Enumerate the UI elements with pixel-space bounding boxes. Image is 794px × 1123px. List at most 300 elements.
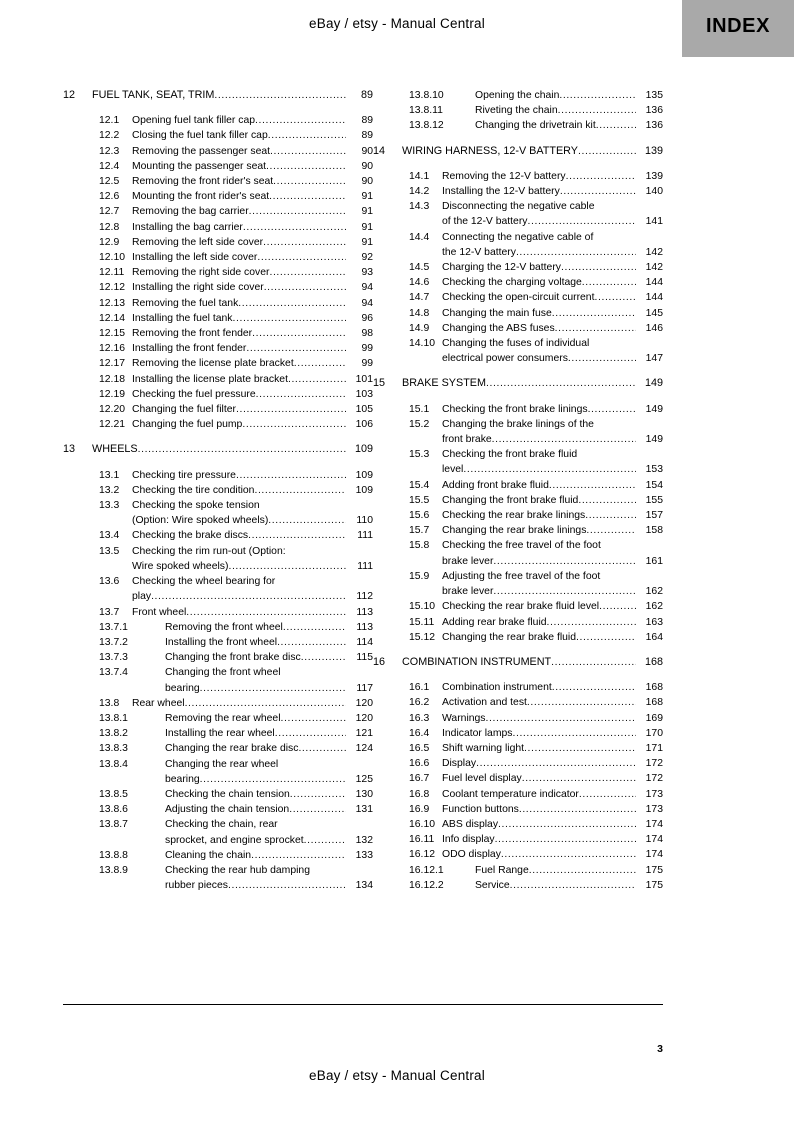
toc-entry-title: Changing the rear brake fluid xyxy=(442,631,577,643)
toc-entry-title: Adjusting the free travel of the foot xyxy=(442,570,601,582)
toc-entry-title-line2: level xyxy=(442,464,464,476)
toc-entry-row[interactable] xyxy=(409,336,663,366)
toc-entry-number: 13.7 xyxy=(99,606,120,618)
toc-entry-body xyxy=(442,230,663,260)
toc-entry-title: Checking the rim run-out (Option: xyxy=(132,545,286,557)
toc-entry-row[interactable] xyxy=(99,235,373,250)
toc-entry-row[interactable] xyxy=(409,88,663,103)
toc-entry-number: 12.4 xyxy=(99,160,120,172)
toc-entry-row[interactable] xyxy=(409,711,663,726)
toc-leader-dots xyxy=(266,159,346,174)
toc-entry-body xyxy=(442,599,663,614)
toc-entry-title: Fuel level display xyxy=(442,773,522,785)
toc-entry-row[interactable] xyxy=(409,184,663,199)
toc-leader-dots xyxy=(559,88,636,103)
toc-entry-row[interactable] xyxy=(99,174,373,189)
toc-leader-dots xyxy=(561,260,636,275)
toc-entry-row[interactable] xyxy=(409,726,663,741)
toc-entry-title: Mounting the passenger seat xyxy=(132,160,267,172)
toc-entry-title-line2: play xyxy=(132,591,152,603)
toc-entry-title: Checking the rear brake linings xyxy=(442,510,586,522)
toc-entry-row[interactable] xyxy=(99,387,373,402)
toc-entry-row[interactable] xyxy=(99,620,373,635)
toc-entry-row[interactable] xyxy=(409,508,663,523)
toc-entry-row[interactable] xyxy=(99,296,373,311)
toc-entry-page-number: 164 xyxy=(645,631,663,643)
toc-leader-dots xyxy=(246,341,346,356)
toc-entry-body xyxy=(132,498,373,528)
toc-entry-number: 15.2 xyxy=(409,418,430,430)
toc-entry-row[interactable] xyxy=(99,250,373,265)
toc-entry-body xyxy=(442,260,663,275)
toc-entry-number: 14.7 xyxy=(409,292,430,304)
toc-entry-row[interactable] xyxy=(409,260,663,275)
toc-leader-dots xyxy=(269,189,346,204)
toc-entry-title: Installing the license plate bracket xyxy=(132,373,288,385)
toc-entry-number: 14.6 xyxy=(409,277,430,289)
toc-entry-row[interactable] xyxy=(99,483,373,498)
toc-entry-title: Removing the passenger seat xyxy=(132,145,271,157)
toc-entry-row[interactable] xyxy=(99,326,373,341)
toc-entry-page-number: 163 xyxy=(645,616,663,628)
toc-entry-title: Checking the wheel bearing for xyxy=(132,576,276,588)
toc-entry-page-number: 144 xyxy=(645,292,663,304)
toc-entry-body xyxy=(442,756,663,771)
toc-entry-title: Installing the right side cover xyxy=(132,282,264,294)
toc-entry-title: Checking the free travel of the foot xyxy=(442,540,601,552)
toc-entry-number: 16.1 xyxy=(409,682,430,694)
toc-entry-row[interactable] xyxy=(409,878,663,893)
toc-leader-dots xyxy=(524,741,636,756)
toc-entry-row[interactable] xyxy=(99,635,373,650)
toc-entry-row[interactable] xyxy=(409,680,663,695)
toc-entry-row[interactable] xyxy=(409,478,663,493)
toc-entry-page-number: 161 xyxy=(645,555,663,567)
toc-entry-number: 12.19 xyxy=(99,388,126,400)
toc-entry-title: Changing the main fuse xyxy=(442,307,552,319)
toc-entry-row[interactable] xyxy=(99,189,373,204)
toc-entry-page-number: 89 xyxy=(360,89,373,101)
toc-entry-row[interactable] xyxy=(409,306,663,321)
toc-entry-row[interactable] xyxy=(99,372,373,387)
toc-entry-row[interactable] xyxy=(99,665,373,695)
toc-entry-row[interactable] xyxy=(99,574,373,604)
toc-entry-body xyxy=(149,726,373,741)
toc-entry-title: Checking tire pressure xyxy=(132,469,236,481)
toc-entry-title-line2: the 12-V battery xyxy=(442,246,516,258)
toc-entry-number: 12.17 xyxy=(99,358,126,370)
toc-entry-number: 12.18 xyxy=(99,373,126,385)
toc-entry-body xyxy=(442,169,663,184)
toc-leader-dots xyxy=(238,296,346,311)
toc-entry-row[interactable] xyxy=(409,321,663,336)
toc-leader-dots xyxy=(264,280,346,295)
toc-entry-title: Checking the rear brake fluid level xyxy=(442,601,600,613)
toc-entry-body xyxy=(459,88,663,103)
toc-entry-body xyxy=(132,280,373,295)
toc-entry-number: 13.8.3 xyxy=(99,743,128,755)
toc-entry-title: Changing the fuel filter xyxy=(132,404,236,416)
toc-leader-dots xyxy=(555,321,636,336)
toc-leader-dots xyxy=(236,402,346,417)
toc-entry-number: 16.12.1 xyxy=(409,864,444,876)
toc-entry-number: 12.2 xyxy=(99,130,120,142)
toc-entry-page-number: 149 xyxy=(644,377,663,390)
toc-entry-number: 16.4 xyxy=(409,727,430,739)
toc-entry-row[interactable] xyxy=(99,696,373,711)
toc-entry-body xyxy=(132,468,373,483)
toc-entry-body xyxy=(92,442,373,457)
toc-entry-title: Disconnecting the negative cable xyxy=(442,201,595,213)
toc-entry-row[interactable] xyxy=(99,528,373,543)
toc-entry-page-number: 114 xyxy=(356,636,373,648)
toc-entry-body xyxy=(132,341,373,356)
toc-leader-dots xyxy=(283,620,346,635)
toc-entry-page-number: 120 xyxy=(355,697,373,709)
toc-entry-row[interactable] xyxy=(99,113,373,128)
toc-entry-page-number: 172 xyxy=(645,773,663,785)
toc-entry-number: 15.1 xyxy=(409,403,430,415)
toc-entry-row[interactable] xyxy=(99,605,373,620)
toc-entry-row[interactable] xyxy=(409,275,663,290)
toc-entry-title-line2: electrical power consumers xyxy=(442,353,568,365)
toc-entry-body xyxy=(442,726,663,741)
toc-entry-title-continuation xyxy=(132,559,373,574)
toc-entry-row[interactable] xyxy=(409,523,663,538)
toc-entry-body xyxy=(149,741,373,756)
toc-entry-page-number: 145 xyxy=(645,307,663,319)
toc-entry-title: Removing the license plate bracket xyxy=(132,358,294,370)
toc-entry-number: 13.8.8 xyxy=(99,849,128,861)
toc-entry-page-number: 94 xyxy=(361,282,373,294)
toc-entry-row[interactable] xyxy=(99,265,373,280)
toc-entry-number: 14.1 xyxy=(409,170,430,182)
toc-entry-page-number: 174 xyxy=(645,834,663,846)
toc-entry-page-number: 147 xyxy=(645,353,663,365)
toc-entry-title: Changing the ABS fuses xyxy=(442,322,555,334)
toc-entry-number: 12.1 xyxy=(99,115,120,127)
toc-leader-dots xyxy=(228,878,346,893)
toc-entry-number: 16.9 xyxy=(409,803,430,815)
toc-leader-dots xyxy=(527,214,636,229)
toc-entry-page-number: 109 xyxy=(355,484,373,496)
toc-entry-row[interactable] xyxy=(99,741,373,756)
toc-leader-dots xyxy=(200,681,346,696)
toc-leader-dots xyxy=(568,351,636,366)
toc-entry-row[interactable] xyxy=(99,787,373,802)
toc-entry-body xyxy=(132,128,373,143)
toc-entry-title: Checking the spoke tension xyxy=(132,500,260,512)
toc-entry-body xyxy=(442,523,663,538)
toc-entry-page-number: 99 xyxy=(361,358,373,370)
toc-entry-row[interactable] xyxy=(99,341,373,356)
toc-entry-row[interactable] xyxy=(99,204,373,219)
toc-leader-dots xyxy=(304,833,346,848)
toc-entry-body xyxy=(442,508,663,523)
toc-entry-page-number: 106 xyxy=(355,419,373,431)
toc-entry-row[interactable] xyxy=(99,356,373,371)
toc-entry-body xyxy=(149,711,373,726)
toc-entry-row[interactable] xyxy=(99,802,373,817)
toc-entry-title: Changing the front brake fluid xyxy=(442,494,579,506)
toc-entry-page-number: 113 xyxy=(356,606,373,618)
toc-entry-body xyxy=(442,771,663,786)
toc-entry-row[interactable] xyxy=(99,402,373,417)
toc-entry-number: 12.13 xyxy=(99,297,126,309)
toc-entry-number: 14.10 xyxy=(409,338,436,350)
toc-entry-page-number: 111 xyxy=(357,530,373,542)
toc-entry-number: 13.8.5 xyxy=(99,788,128,800)
toc-entry-body xyxy=(132,144,373,159)
toc-entry-number: 14.8 xyxy=(409,307,430,319)
toc-entry-page-number: 135 xyxy=(645,90,663,101)
toc-entry-body xyxy=(132,528,373,543)
toc-entry-row[interactable] xyxy=(409,741,663,756)
toc-entry-row[interactable] xyxy=(99,280,373,295)
toc-leader-dots xyxy=(501,847,636,862)
toc-entry-title: Adjusting the chain tension xyxy=(165,804,290,816)
toc-entry-page-number: 90 xyxy=(361,176,373,188)
toc-leader-dots xyxy=(263,235,346,250)
toc-leader-dots xyxy=(476,756,636,771)
toc-entry-page-number: 157 xyxy=(645,510,663,522)
toc-leader-dots xyxy=(516,245,636,260)
toc-entry-body xyxy=(442,680,663,695)
toc-leader-dots xyxy=(233,311,346,326)
toc-entry-body xyxy=(132,417,373,432)
toc-entry-title: Removing the right side cover xyxy=(132,267,270,279)
toc-entry-title: Charging the 12-V battery xyxy=(442,262,561,274)
toc-entry-body xyxy=(442,787,663,802)
toc-entry-row[interactable] xyxy=(409,847,663,862)
toc-leader-dots xyxy=(138,442,346,457)
toc-entry-body xyxy=(132,235,373,250)
toc-entry-body xyxy=(442,478,663,493)
toc-entry-page-number: 91 xyxy=(361,221,373,233)
toc-entry-row[interactable] xyxy=(409,493,663,508)
toc-entry-row[interactable] xyxy=(99,128,373,143)
toc-entry-page-number: 142 xyxy=(645,246,663,258)
toc-leader-dots xyxy=(185,696,346,711)
toc-entry-number: 13.3 xyxy=(99,500,120,512)
toc-leader-dots xyxy=(519,802,636,817)
toc-entry-row[interactable] xyxy=(409,695,663,710)
toc-entry-page-number: 172 xyxy=(645,758,663,770)
toc-entry-title-continuation xyxy=(165,681,373,696)
toc-entry-row[interactable] xyxy=(409,630,663,645)
toc-entry-title-line2: brake lever xyxy=(442,586,494,598)
toc-entry-number: 16.8 xyxy=(409,788,430,800)
toc-entry-body xyxy=(132,402,373,417)
toc-entry-page-number: 112 xyxy=(356,591,373,603)
toc-entry-body xyxy=(442,184,663,199)
toc-leader-dots xyxy=(551,655,636,670)
toc-entry-body xyxy=(149,650,373,665)
toc-entry-row[interactable] xyxy=(99,863,373,893)
toc-entry-number: 13.6 xyxy=(99,576,120,588)
toc-entry-body xyxy=(442,199,663,229)
toc-leader-dots xyxy=(294,356,346,371)
toc-entry-number: 13.2 xyxy=(99,484,120,496)
toc-entry-row[interactable] xyxy=(99,498,373,528)
toc-entry-body xyxy=(402,376,663,391)
toc-entry-body xyxy=(149,817,373,847)
toc-entry-row[interactable] xyxy=(99,144,373,159)
toc-entry-title: Coolant temperature indicator xyxy=(442,788,579,800)
toc-entry-row[interactable] xyxy=(409,402,663,417)
toc-entry-title: Changing the front brake disc xyxy=(165,652,301,664)
toc-entry-number: 15 xyxy=(373,377,386,390)
toc-entry-row[interactable] xyxy=(409,832,663,847)
toc-leader-dots xyxy=(290,787,346,802)
toc-entry-page-number: 89 xyxy=(361,115,373,127)
toc-entry-number: 15.6 xyxy=(409,510,430,522)
toc-entry-row[interactable] xyxy=(99,848,373,863)
toc-chapter-row[interactable] xyxy=(373,376,663,391)
toc-leader-dots xyxy=(522,771,636,786)
toc-entry-title-line2: front brake xyxy=(442,434,492,446)
toc-entry-title: Installing the left side cover xyxy=(132,252,258,264)
toc-entry-row[interactable] xyxy=(99,220,373,235)
toc-entry-title: Installing the 12-V battery xyxy=(442,186,560,198)
toc-entry-body xyxy=(442,847,663,862)
toc-entry-number: 16.11 xyxy=(409,834,435,846)
toc-entry-row[interactable] xyxy=(99,544,373,574)
toc-entry-row[interactable] xyxy=(409,103,663,118)
toc-entry-body xyxy=(442,817,663,832)
toc-entry-row[interactable] xyxy=(99,817,373,847)
toc-entry-number: 14.2 xyxy=(409,186,430,198)
toc-entry-number: 13.8.10 xyxy=(409,90,444,101)
toc-entry-body xyxy=(132,605,373,620)
toc-entry-title-continuation xyxy=(165,833,373,848)
toc-entry-page-number: 124 xyxy=(355,743,373,755)
toc-leader-dots xyxy=(596,118,636,133)
toc-leader-dots xyxy=(214,88,346,103)
toc-entry-page-number: 94 xyxy=(361,297,373,309)
toc-entry-number: 13.8.4 xyxy=(99,758,128,770)
toc-entry-title: Changing the brake linings of the xyxy=(442,418,594,430)
toc-entry-page-number: 91 xyxy=(361,236,373,248)
toc-entry-row[interactable] xyxy=(99,711,373,726)
toc-leader-dots xyxy=(549,478,636,493)
toc-entry-page-number: 92 xyxy=(361,252,373,264)
toc-entry-row[interactable] xyxy=(409,230,663,260)
toc-entry-page-number: 155 xyxy=(645,494,663,506)
toc-entry-row[interactable] xyxy=(99,311,373,326)
toc-entry-row[interactable] xyxy=(99,757,373,787)
toc-entry-row[interactable] xyxy=(409,802,663,817)
toc-entry-page-number: 168 xyxy=(645,682,663,694)
toc-entry-page-number: 144 xyxy=(645,277,663,289)
toc-entry-number: 13.8.6 xyxy=(99,804,128,816)
index-tab-label: INDEX xyxy=(705,15,771,37)
toc-entry-title-continuation xyxy=(165,878,373,893)
toc-entry-number: 12 xyxy=(63,89,76,101)
toc-leader-dots xyxy=(248,529,346,544)
toc-chapter-row[interactable] xyxy=(63,442,373,457)
toc-entry-row[interactable] xyxy=(99,468,373,483)
toc-entry-title: Warnings xyxy=(442,712,486,724)
toc-entry-page-number: 121 xyxy=(355,728,373,740)
toc-entry-page-number: 146 xyxy=(645,322,663,334)
toc-entry-page-number: 140 xyxy=(645,186,663,198)
toc-entry-page-number: 174 xyxy=(645,849,663,861)
toc-entry-body xyxy=(149,757,373,787)
toc-entry-row[interactable] xyxy=(409,169,663,184)
toc-entry-page-number: 115 xyxy=(356,652,373,664)
toc-entry-page-number: 175 xyxy=(645,864,663,876)
toc-entry-row[interactable] xyxy=(99,726,373,741)
toc-entry-body xyxy=(132,174,373,189)
toc-entry-number: 14.3 xyxy=(409,201,430,213)
toc-entry-row[interactable] xyxy=(409,615,663,630)
toc-entry-page-number: 149 xyxy=(645,434,663,446)
toc-entry-title-line2: Wire spoked wheels) xyxy=(132,560,229,572)
toc-chapter-row[interactable] xyxy=(373,144,663,159)
toc-entry-title: BRAKE SYSTEM xyxy=(402,377,486,390)
toc-leader-dots xyxy=(249,204,346,219)
toc-entry-title: Changing the drivetrain kit xyxy=(475,120,596,132)
toc-entry-number: 12.14 xyxy=(99,312,126,324)
toc-entry-row[interactable] xyxy=(409,447,663,477)
toc-entry-body xyxy=(132,326,373,341)
toc-column-right xyxy=(373,88,663,893)
toc-entry-number: 12.10 xyxy=(99,252,126,264)
toc-entry-row[interactable] xyxy=(409,569,663,599)
toc-entry-row[interactable] xyxy=(409,863,663,878)
toc-entry-row[interactable] xyxy=(409,538,663,568)
toc-entry-body xyxy=(402,655,663,670)
toc-entry-number: 15.9 xyxy=(409,570,430,582)
toc-entry-row[interactable] xyxy=(409,417,663,447)
index-tab xyxy=(682,0,794,57)
toc-entry-number: 13.4 xyxy=(99,530,120,542)
toc-entry-row[interactable] xyxy=(99,650,373,665)
toc-leader-dots xyxy=(228,559,346,574)
toc-leader-dots xyxy=(582,275,636,290)
toc-entry-title: Checking the tire condition xyxy=(132,484,255,496)
toc-entry-row[interactable] xyxy=(409,756,663,771)
toc-entry-title: WIRING HARNESS, 12-V BATTERY xyxy=(402,144,578,157)
toc-chapter-row[interactable] xyxy=(63,88,373,103)
toc-entry-page-number: 105 xyxy=(355,404,373,416)
toc-entry-page-number: 142 xyxy=(645,262,663,274)
toc-entry-row[interactable] xyxy=(409,787,663,802)
toc-entry-page-number: 169 xyxy=(645,712,663,724)
toc-entry-row[interactable] xyxy=(409,290,663,305)
toc-entry-row[interactable] xyxy=(409,118,663,133)
toc-entry-row[interactable] xyxy=(409,771,663,786)
toc-chapter-row[interactable] xyxy=(373,655,663,670)
toc-entry-row[interactable] xyxy=(99,417,373,432)
toc-entry-body xyxy=(149,665,373,695)
toc-entry-row[interactable] xyxy=(409,199,663,229)
toc-leader-dots xyxy=(578,144,636,159)
toc-leader-dots xyxy=(529,863,636,878)
toc-entry-title: Closing the fuel tank filler cap xyxy=(132,130,268,142)
toc-entry-title: Combination instrument xyxy=(442,682,552,694)
toc-entry-page-number: 171 xyxy=(645,742,663,754)
toc-entry-body xyxy=(149,802,373,817)
toc-entry-title: Installing the bag carrier xyxy=(132,221,243,233)
toc-entry-body xyxy=(442,569,663,599)
toc-entry-page-number: 149 xyxy=(645,403,663,415)
toc-entry-row[interactable] xyxy=(409,817,663,832)
toc-entry-body xyxy=(442,695,663,710)
toc-entry-row[interactable] xyxy=(99,159,373,174)
toc-entry-row[interactable] xyxy=(409,599,663,614)
